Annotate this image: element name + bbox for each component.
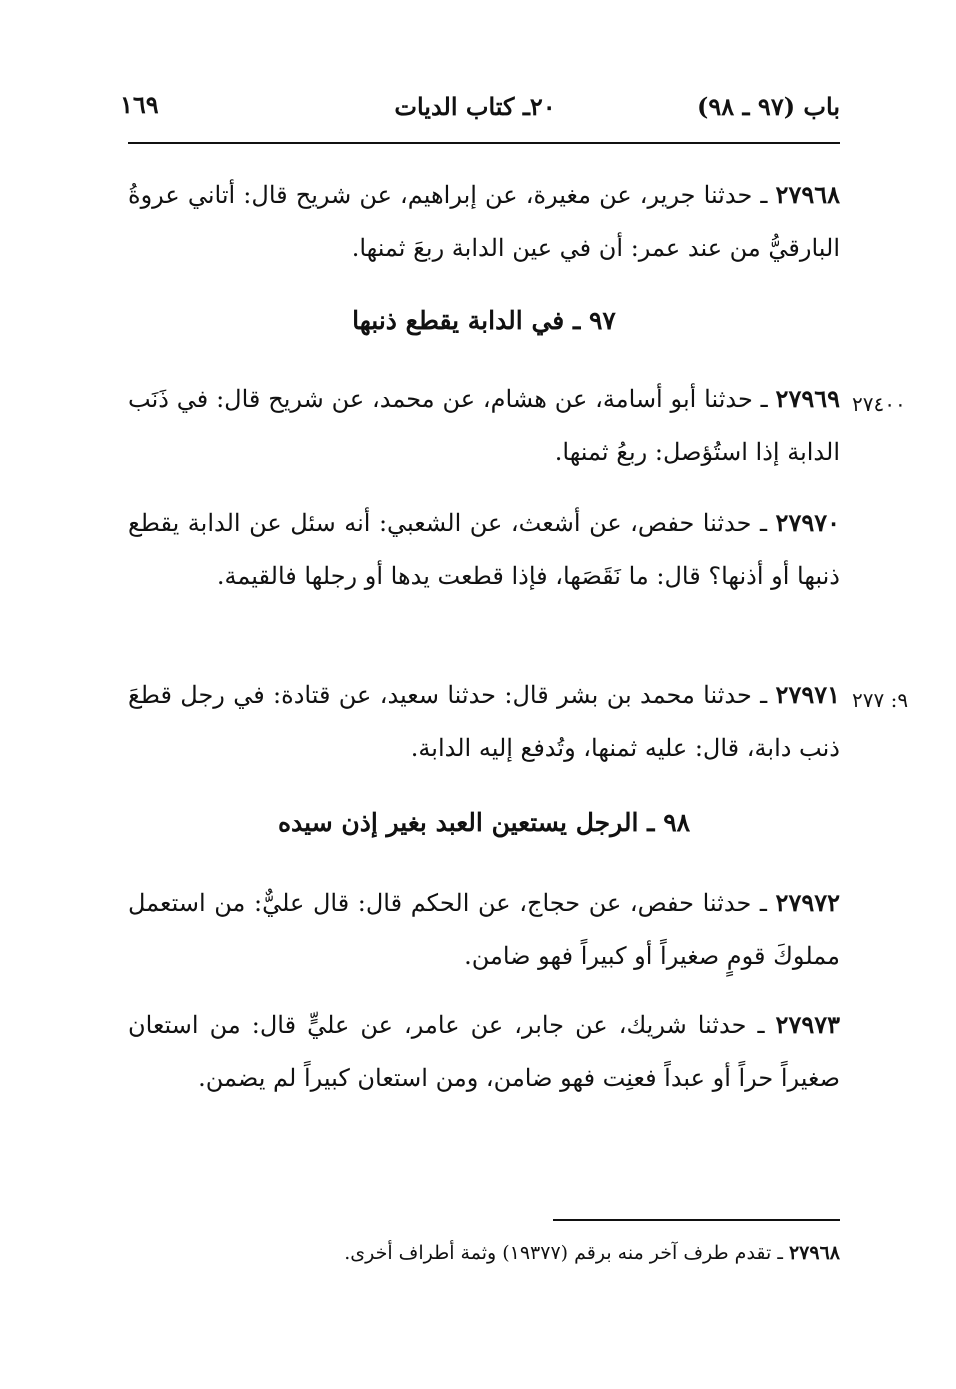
entry-27972	[128, 876, 840, 983]
header-rule	[128, 142, 840, 144]
footnote-number: ٢٧٩٦٨	[788, 1242, 840, 1264]
entry-27968	[128, 168, 840, 275]
entry-number: ٢٧٩٧٠	[775, 508, 840, 537]
entry-text: ـ حدثنا أبو أسامة، عن هشام، عن محمد، عن شريح قال: في ذَنَب الدابة إذا استُؤصل: ربعُ ثمنها.	[128, 385, 840, 466]
entry-text: ـ حدثنا حفص، عن حجاج، عن الحكم قال: قال عليٌّ: من استعمل مملوكَ قومٍ صغيراً أو كبيراً فهو ضامن.	[128, 889, 840, 970]
entry-text: ـ حدثنا حفص، عن أشعث، عن الشعبي: أنه سئل عن الدابة يقطع ذنبها أو أذنها؟ قال: ما نَقَصَها، فإذا قطعت يدها أو رجلها فالقيمة.	[128, 509, 840, 590]
book-title: ٢٠ـ كتاب الديات	[394, 92, 556, 121]
entry-number: ٢٧٩٦٨	[775, 180, 840, 209]
entry-27973	[128, 998, 840, 1105]
entry-number: ٢٧٩٧٣	[775, 1010, 840, 1039]
entry-27970	[128, 496, 840, 603]
entry-text: ـ حدثنا جرير، عن مغيرة، عن إبراهيم، عن شريح قال: أتاني عروةُ البارقيُّ من عند عمر: أن في عين الدابة ربعَ ثمنها.	[128, 181, 840, 262]
page-number: ١٦٩	[120, 90, 159, 119]
footnote-text: ـ تقدم طرف آخر منه برقم (١٩٣٧٧) وثمة أطراف أخرى.	[344, 1242, 789, 1264]
entry-number: ٢٧٩٧٢	[775, 888, 840, 917]
margin-reference: ٩: ٢٧٧	[852, 688, 909, 712]
entry-text: ـ حدثنا شريك، عن جابر، عن عامر، عن عليٍّ قال: من استعان صغيراً حراً أو عبداً فعنِت فهو ضامن، ومن استعان كبيراً لم يضمن.	[128, 1011, 840, 1092]
chapter-range: باب (٩٧ ـ ٩٨)	[697, 92, 840, 121]
entry-number: ٢٧٩٧١	[775, 680, 840, 709]
section-heading-97: ٩٧ ـ في الدابة يقطع ذنبها	[352, 306, 616, 335]
section-heading-98: ٩٨ ـ الرجل يستعين العبد بغير إذن سيده	[277, 808, 691, 837]
entry-27969	[128, 372, 840, 479]
footnote	[128, 1242, 840, 1264]
running-header	[110, 86, 840, 128]
footnote-rule	[553, 1219, 840, 1221]
entry-number: ٢٧٩٦٩	[775, 384, 840, 413]
entry-27971	[128, 668, 840, 775]
margin-reference: ٢٧٤٠٠	[852, 392, 906, 416]
entry-text: ـ حدثنا محمد بن بشر قال: حدثنا سعيد، عن قتادة: في رجل قطعَ ذنب دابة، قال: عليه ثمنها، وتُدفع إليه الدابة.	[128, 681, 840, 762]
